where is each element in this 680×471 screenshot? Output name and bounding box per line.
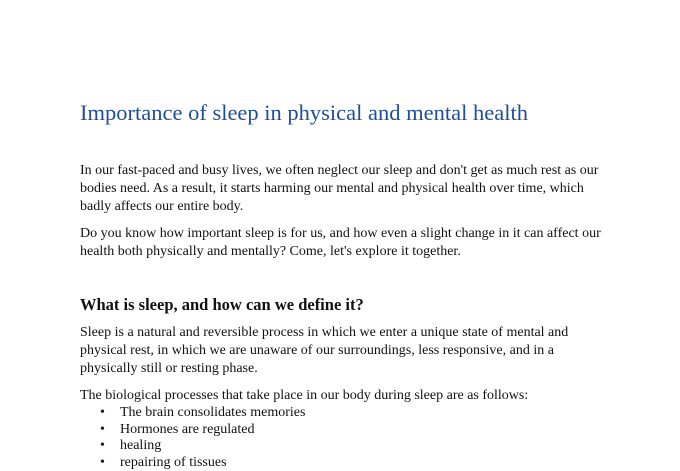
section-heading: What is sleep, and how can we define it?	[80, 294, 364, 316]
intro-paragraph: Do you know how important sleep is for us, and how even a slight change in it can affect our health both physically and mentally? Come, let's explore it together.	[80, 225, 610, 261]
intro-section	[80, 162, 610, 270]
bullet-icon: •	[100, 438, 105, 455]
list-item	[80, 438, 610, 455]
document-title: Importance of sleep in physical and mental health	[80, 98, 528, 128]
section-paragraph: Sleep is a natural and reversible process in which we enter a unique state of mental and physical rest, in which we are unaware of our surroundings, less responsive, and in a physically still or resting phase.	[80, 324, 610, 378]
bullet-icon: •	[100, 455, 105, 471]
intro-paragraph: In our fast-paced and busy lives, we often neglect our sleep and don't get as much rest as our bodies need. As a result, it starts harming our mental and physical health over time, which badly affects our entire body.	[80, 162, 610, 216]
bullet-icon: •	[100, 405, 105, 422]
list-item	[80, 405, 610, 422]
section-body	[80, 324, 610, 471]
process-list	[80, 405, 610, 471]
list-item	[80, 455, 610, 471]
list-item	[80, 422, 610, 439]
list-item-text: Hormones are regulated	[120, 422, 255, 437]
list-item-text: healing	[120, 438, 161, 453]
bullet-icon: •	[100, 422, 105, 439]
list-item-text: The brain consolidates memories	[120, 405, 305, 420]
section-paragraph: The biological processes that take place in our body during sleep are as follows:	[80, 387, 610, 405]
list-item-text: repairing of tissues	[120, 455, 227, 470]
